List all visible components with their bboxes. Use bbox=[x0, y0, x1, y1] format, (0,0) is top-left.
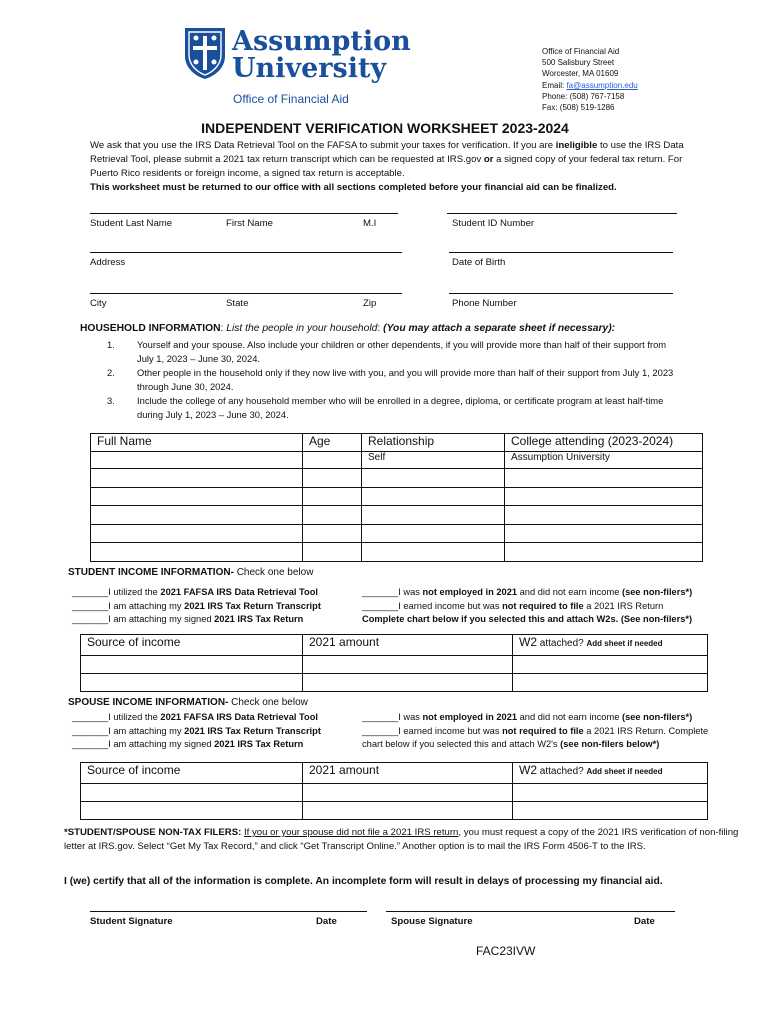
list-item: 1. Yourself and your spouse. Also include your children or other dependents, if you will provide more than half of their support from July 1, 2023 – June 30, 2024. bbox=[107, 339, 667, 364]
household-instructions bbox=[107, 338, 677, 422]
student-options-right bbox=[362, 586, 692, 627]
student-date-label: Date bbox=[316, 916, 337, 927]
zip-label: Zip bbox=[363, 298, 377, 309]
intro-paragraph: We ask that you use the IRS Data Retrieval Tool on the FAFSA to submit your taxes for verification. If you are ineligible to use the IRS Data Retrieval Tool, please submit a 2021 tax return transcript which can be requested at IRS.gov or a signed copy of your federal tax return. For Puerto Rico residents or foreign income, a signed tax return is acceptable. This worksheet must be returned to our office with all sections completed before your financial aid can be finalized. bbox=[90, 140, 684, 193]
address-line[interactable] bbox=[90, 252, 402, 253]
table-row[interactable] bbox=[91, 488, 703, 506]
student-income-table bbox=[80, 634, 708, 692]
spouse-option-drt[interactable]: _______I utilized the 2021 FAFSA IRS Data Retrieval Tool bbox=[72, 712, 318, 722]
col-age: Age bbox=[303, 434, 362, 452]
spouse-signature-label: Spouse Signature bbox=[391, 916, 473, 927]
spouse-option-note: chart below if you selected this and attach W2's (see non-filers below*) bbox=[362, 739, 660, 749]
state-label: State bbox=[226, 298, 249, 309]
spouse-option-not-employed[interactable]: _______I was not employed in 2021 and did not earn income (see non-filers*) bbox=[362, 712, 693, 722]
spouse-options-left bbox=[72, 711, 321, 752]
col-college: College attending (2023-2024) bbox=[505, 434, 703, 452]
spouse-option-transcript[interactable]: _______I am attaching my 2021 IRS Tax Return Transcript bbox=[72, 725, 321, 736]
spouse-options-right bbox=[362, 711, 708, 752]
student-option-signed-return[interactable]: _______I am attaching my signed 2021 IRS Tax Return bbox=[72, 614, 304, 624]
list-item: 3. Include the college of any household member who will be enrolled in a degree, diploma, or certificate program at least half-time during July 1, 2023 – June 30, 2024. bbox=[107, 395, 664, 420]
contact-email: Email: fa@assumption.edu bbox=[542, 80, 638, 90]
city-state-zip-line[interactable] bbox=[90, 293, 402, 294]
mi-label: M.I bbox=[363, 218, 377, 229]
table-row[interactable] bbox=[91, 506, 703, 525]
household-table bbox=[90, 433, 703, 562]
dob-line[interactable] bbox=[449, 252, 673, 253]
page-title: INDEPENDENT VERIFICATION WORKSHEET 2023-2024 bbox=[201, 120, 569, 136]
table-row[interactable] bbox=[81, 656, 708, 674]
spouse-option-signed-return[interactable]: _______I am attaching my signed 2021 IRS Tax Return bbox=[72, 739, 304, 749]
phone-label: Phone Number bbox=[452, 298, 517, 309]
dob-label: Date of Birth bbox=[452, 257, 506, 268]
col-w2: W2 attached? Add sheet if needed bbox=[513, 635, 708, 656]
col-full-name: Full Name bbox=[91, 434, 303, 452]
certification-statement: I (we) certify that all of the information is complete. An incomplete form will result in delays of processing my financial aid. bbox=[64, 876, 663, 887]
name-line[interactable] bbox=[90, 213, 398, 214]
table-header-row bbox=[81, 763, 708, 784]
contact-phone: Phone: (508) 767-7158 bbox=[542, 91, 625, 101]
col-source-of-income: Source of income bbox=[81, 635, 303, 656]
contact-street: 500 Salisbury Street bbox=[542, 58, 615, 68]
col-relationship: Relationship bbox=[362, 434, 505, 452]
email-link[interactable]: fa@assumption.edu bbox=[566, 80, 638, 90]
col-amount: 2021 amount bbox=[303, 635, 513, 656]
finalize-notice: This worksheet must be returned to our office with all sections completed before your financial aid can be finalized. bbox=[90, 182, 617, 193]
student-options-left bbox=[72, 586, 321, 627]
table-header-row bbox=[81, 635, 708, 656]
table-row[interactable] bbox=[91, 525, 703, 543]
student-option-not-employed[interactable]: _______I was not employed in 2021 and did not earn income (see non-filers*) bbox=[362, 587, 693, 597]
phone-line[interactable] bbox=[449, 293, 673, 294]
first-name-label: First Name bbox=[226, 218, 273, 229]
relationship-self: Self bbox=[362, 452, 505, 469]
last-name-label: Student Last Name bbox=[90, 218, 173, 229]
table-header-row bbox=[91, 434, 703, 452]
student-option-drt[interactable]: _______I utilized the 2021 FAFSA IRS Data Retrieval Tool bbox=[72, 587, 318, 597]
spouse-option-not-required[interactable]: _______I earned income but was not required to file a 2021 IRS Return. Complete bbox=[362, 725, 709, 736]
list-item: 2. Other people in the household only if they now live with you, and you will provide more than half of their support from July 1, 2023 through June 30, 2024. bbox=[107, 367, 674, 392]
spouse-date-label: Date bbox=[634, 916, 655, 927]
table-row[interactable] bbox=[91, 469, 703, 488]
address-label: Address bbox=[90, 257, 126, 268]
spouse-income-heading: SPOUSE INCOME INFORMATION- Check one below bbox=[68, 697, 308, 708]
student-option-transcript[interactable]: _______I am attaching my 2021 IRS Tax Return Transcript bbox=[72, 600, 321, 611]
student-id-label: Student ID Number bbox=[452, 218, 535, 229]
col-amount: 2021 amount bbox=[303, 763, 513, 784]
non-filer-note: *STUDENT/SPOUSE NON-TAX FILERS: If you or your spouse did not file a 2021 IRS return, you must request a copy of the 2021 IRS verification of non-filing letter at IRS.gov. Select “Get My Tax Record,” and click “Get Transcript Online.” Another option is to mail the IRS Form 4506-T to the IRS. bbox=[64, 827, 739, 852]
table-row[interactable] bbox=[81, 784, 708, 802]
office-subtitle: Office of Financial Aid bbox=[233, 92, 349, 106]
contact-block bbox=[542, 46, 638, 113]
student-signature-label: Student Signature bbox=[90, 916, 173, 927]
student-option-note: Complete chart below if you selected this and attach W2s. (See non-filers*) bbox=[362, 614, 693, 624]
col-w2: W2 attached? Add sheet if needed bbox=[513, 763, 708, 784]
table-row[interactable] bbox=[91, 452, 703, 469]
col-source-of-income: Source of income bbox=[81, 763, 303, 784]
student-id-line[interactable] bbox=[447, 213, 677, 214]
spouse-income-table bbox=[80, 762, 708, 820]
spouse-signature-line[interactable] bbox=[386, 911, 675, 912]
contact-fax: Fax: (508) 519-1286 bbox=[542, 103, 615, 113]
university-name-line2: University bbox=[232, 53, 387, 84]
city-label: City bbox=[90, 298, 107, 309]
table-row[interactable] bbox=[81, 802, 708, 820]
table-row[interactable] bbox=[91, 543, 703, 562]
contact-office: Office of Financial Aid bbox=[542, 47, 620, 56]
college-assumption: Assumption University bbox=[505, 452, 703, 469]
university-shield-logo bbox=[183, 26, 227, 80]
student-signature-line[interactable] bbox=[90, 911, 367, 912]
contact-city: Worcester, MA 01609 bbox=[542, 69, 619, 79]
table-row[interactable] bbox=[81, 674, 708, 692]
student-income-heading: STUDENT INCOME INFORMATION- Check one below bbox=[68, 567, 314, 578]
household-heading: HOUSEHOLD INFORMATION: List the people in your household: (You may attach a separate sheet if necessary): bbox=[80, 323, 616, 334]
form-code: FAC23IVW bbox=[476, 944, 536, 958]
student-option-not-required[interactable]: _______I earned income but was not required to file a 2021 IRS Return bbox=[362, 600, 664, 611]
university-name-line1: Assumption bbox=[232, 26, 411, 57]
